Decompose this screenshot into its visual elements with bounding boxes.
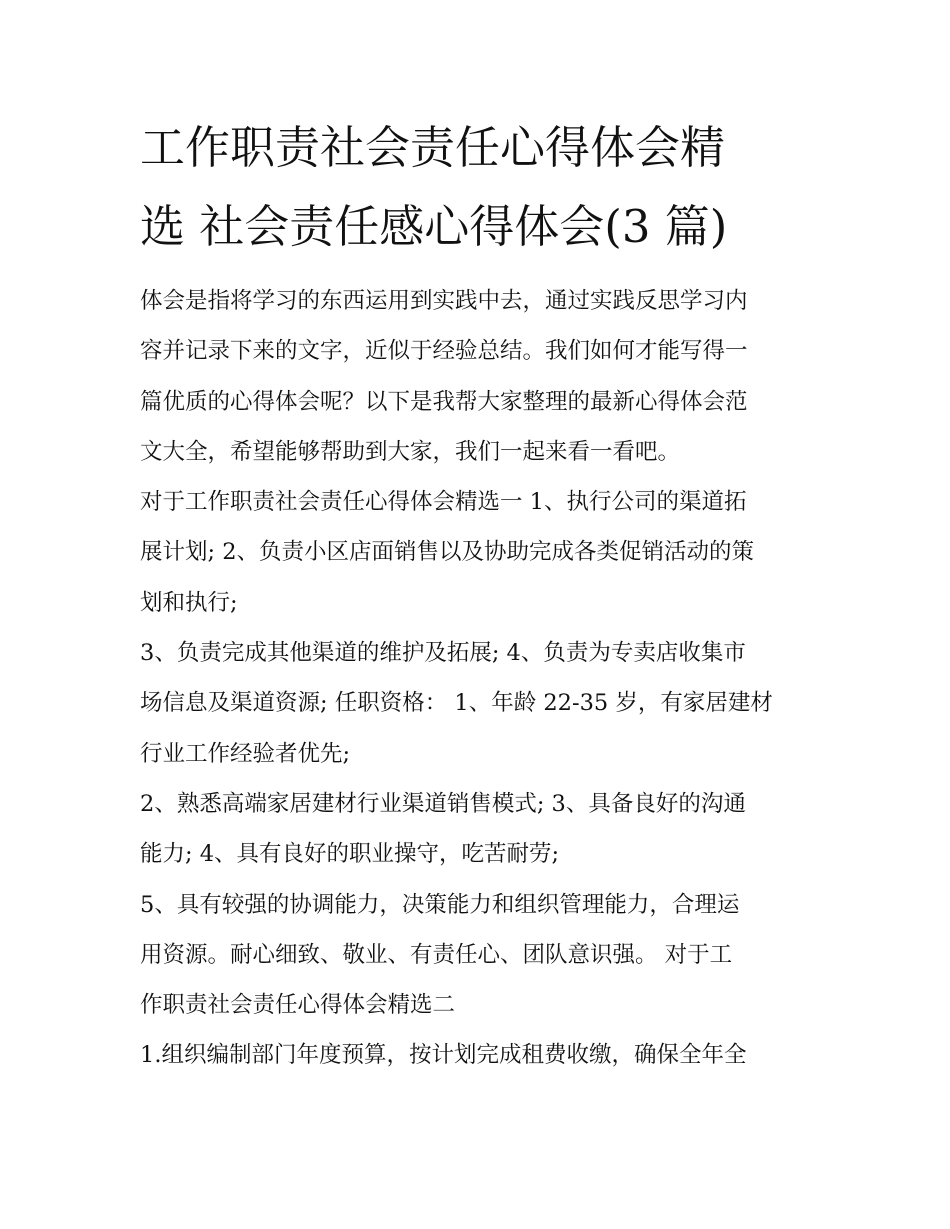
- paragraph-section-two: [140, 1030, 812, 1080]
- paragraph-section-one: [140, 477, 812, 628]
- paragraph-duties: [140, 628, 812, 779]
- title-line: 选 社会责任感心得体会(3 篇): [140, 200, 728, 253]
- text-line: 能力; 4、具有良好的职业操守，吃苦耐劳;: [140, 841, 560, 868]
- text-line: 2、熟悉高端家居建材行业渠道销售模式; 3、具备良好的沟通: [140, 790, 746, 817]
- text-line: 篇优质的心得体会呢？以下是我帮大家整理的最新心得体会范: [140, 388, 748, 415]
- text-line: 场信息及渠道资源; 任职资格： 1、年龄 22-35 岁，有家居建材: [140, 690, 773, 717]
- document-body: [140, 276, 812, 1081]
- paragraph-intro: [140, 276, 812, 477]
- text-line: 用资源。耐心细致、敬业、有责任心、团队意识强。 对于工: [140, 941, 733, 968]
- text-line: 行业工作经验者优先;: [140, 740, 351, 767]
- text-line: 体会是指将学习的东西运用到实践中去，通过实践反思学习内: [140, 288, 748, 314]
- text-line: 展计划; 2、负责小区店面销售以及协助完成各类促销活动的策: [140, 539, 755, 566]
- text-line: 5、具有较强的协调能力，决策能力和组织管理能力，合理运: [140, 891, 740, 918]
- document-title: [140, 108, 812, 266]
- document-content: [140, 108, 812, 1081]
- text-line: 3、负责完成其他渠道的维护及拓展; 4、负责为专卖店收集市: [140, 640, 746, 667]
- title-line: 工作职责社会责任心得体会精: [140, 121, 726, 174]
- text-line: 对于工作职责社会责任心得体会精选一 1、执行公司的渠道拓: [140, 489, 747, 516]
- paragraph-requirements: [140, 779, 812, 880]
- text-line: 1.组织编制部门年度预算，按计划完成租费收缴，确保全年全: [140, 1042, 747, 1069]
- text-line: 文大全，希望能够帮助到大家，我们一起来看一看吧。: [140, 438, 681, 465]
- text-line: 划和执行;: [140, 589, 238, 616]
- text-line: 容并记录下来的文字，近似于经验总结。我们如何才能写得一: [140, 338, 748, 365]
- paragraph-abilities: [140, 880, 812, 1031]
- text-line: 作职责社会责任心得体会精选二: [140, 992, 456, 1019]
